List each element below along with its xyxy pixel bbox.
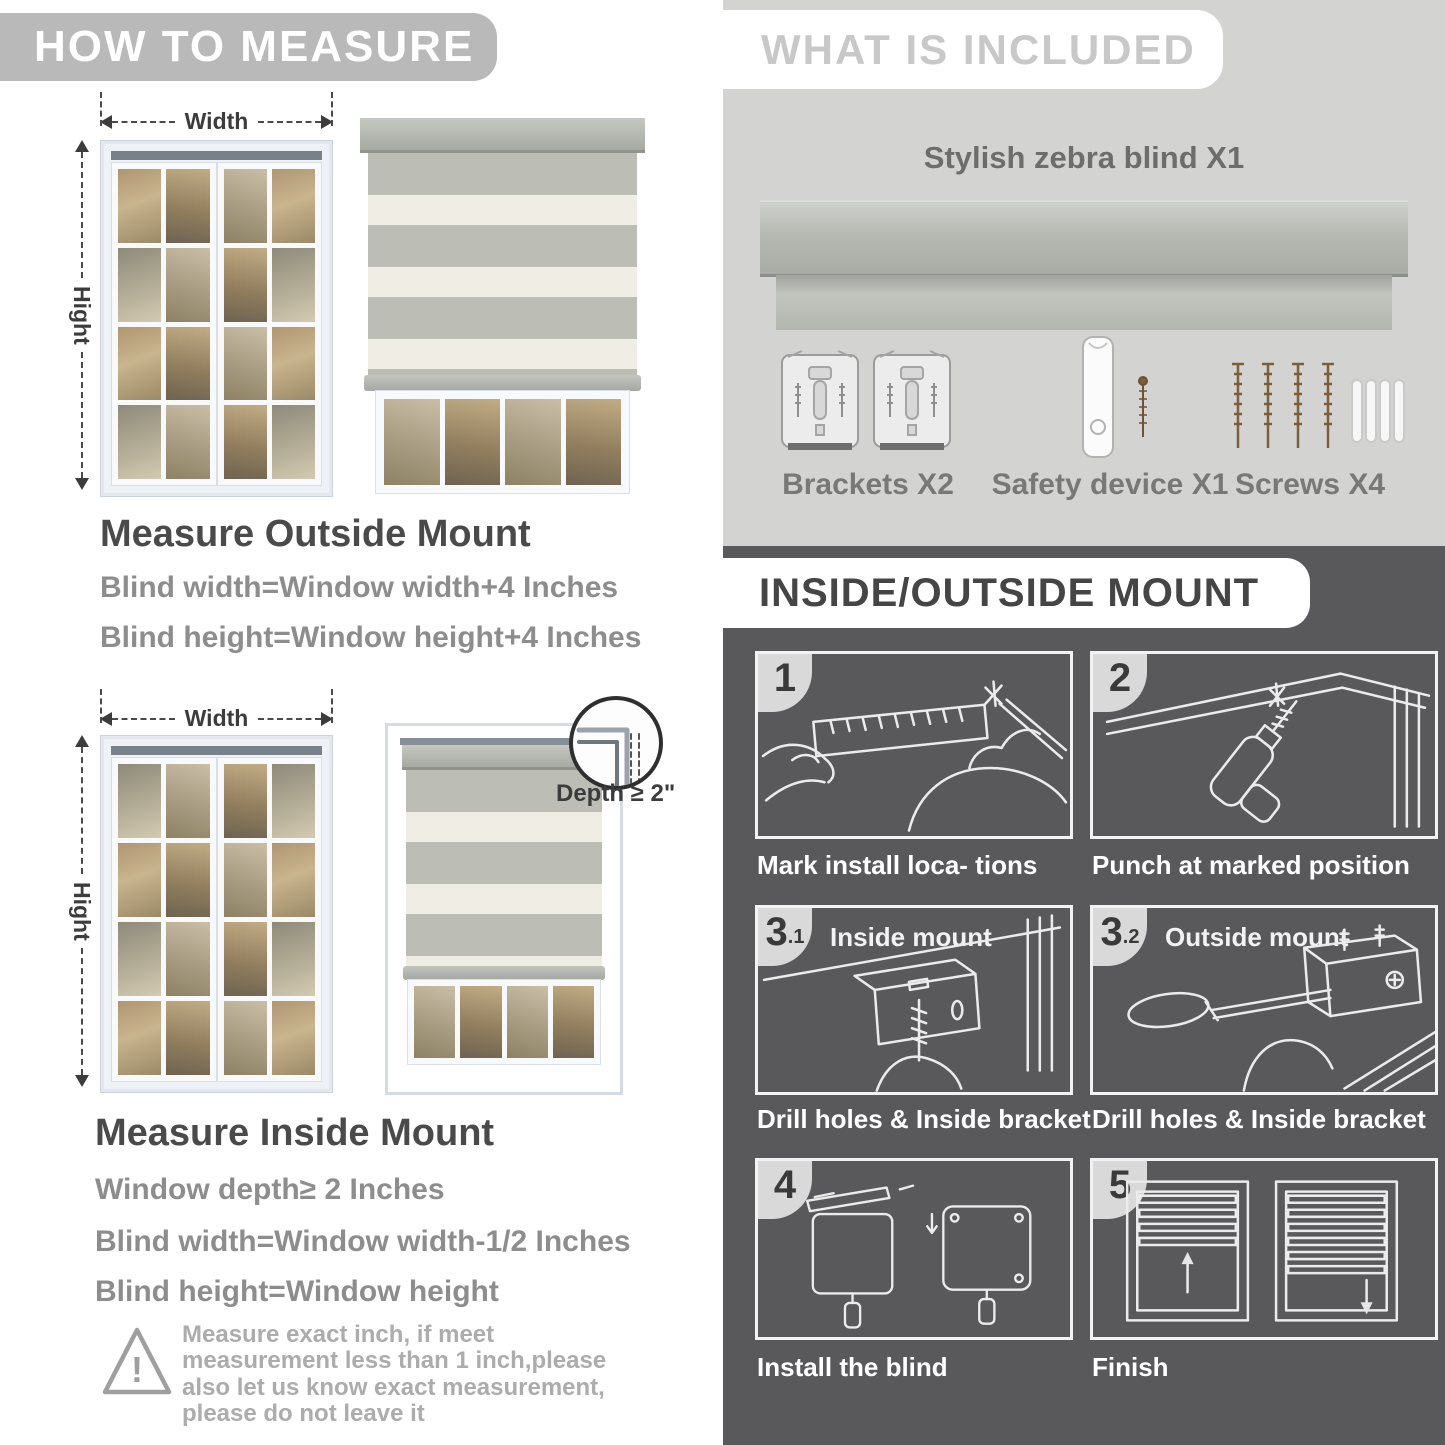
window-pane — [272, 169, 315, 243]
window-peek — [376, 391, 629, 493]
drill-illustration — [1093, 654, 1435, 836]
window-pane — [566, 399, 622, 485]
window-pane — [118, 169, 161, 243]
window-doors — [111, 757, 322, 1082]
window-pane — [272, 843, 315, 917]
step-caption-3-2: Drill holes & Inside bracket — [1092, 1104, 1426, 1134]
step-caption-3-1: Drill holes & Inside bracket — [757, 1104, 1091, 1134]
window-pane — [505, 399, 561, 485]
inside-mount-rule-width: Blind width=Window width-1/2 Inches — [95, 1225, 631, 1258]
arrow-down-icon — [75, 1075, 89, 1087]
step-badge: 3 .1 — [758, 908, 812, 966]
outside-bracket-illustration — [1093, 908, 1435, 1092]
dimension-tick — [331, 689, 333, 723]
outside-mount-rule-height: Blind height=Window height+4 Inches — [100, 621, 642, 654]
zebra-blind-outside-mount — [360, 118, 645, 490]
what-is-included-header: WHAT IS INCLUDED — [723, 10, 1223, 89]
step-badge: 2 — [1093, 654, 1147, 712]
measurement-warning-text: Measure exact inch, if meet measurement less than 1 inch,please also let us know exact measurement, please do not leave it — [182, 1321, 607, 1428]
depth-magnifier-icon — [569, 696, 663, 790]
window-pane — [445, 399, 501, 485]
svg-text:!: ! — [131, 1349, 143, 1390]
width-dimension-outside — [100, 108, 333, 135]
window-pane — [272, 922, 315, 996]
step-panel-5 — [1090, 1158, 1438, 1340]
window-pane — [166, 922, 209, 996]
height-label: Hight — [69, 285, 95, 345]
window-door-right — [218, 758, 322, 1081]
step-caption-4: Install the blind — [757, 1352, 948, 1382]
mark-location-illustration — [758, 654, 1070, 836]
window-photo-outside — [100, 140, 333, 497]
window-pane — [224, 922, 267, 996]
window-pane — [118, 327, 161, 401]
step-panel-3-1 — [755, 905, 1073, 1095]
step-badge: 1 — [758, 654, 812, 712]
screws-icon — [1218, 352, 1408, 462]
dimension-tick — [100, 689, 102, 723]
window-pane — [224, 169, 267, 243]
inside-bracket-illustration — [758, 908, 1070, 1092]
safety-device-label: Safety device X1 — [991, 468, 1229, 501]
step-panel-1 — [755, 651, 1073, 839]
window-doors — [111, 162, 322, 486]
window-pane — [272, 327, 315, 401]
window-pane — [414, 986, 455, 1058]
step-caption-2: Punch at marked position — [1092, 850, 1410, 880]
window-pane — [272, 405, 315, 479]
step-badge: 5 — [1093, 1161, 1147, 1219]
arrow-down-icon — [75, 478, 89, 490]
window-sash — [111, 151, 322, 160]
frame-corner-detail — [573, 700, 659, 786]
arrow-up-icon — [75, 735, 89, 747]
step-badge: 3 .2 — [1093, 908, 1147, 966]
window-photo-inside — [100, 735, 333, 1093]
product-label: Stylish zebra blind X1 — [923, 140, 1245, 175]
window-sash — [111, 746, 322, 755]
step-panel-4 — [755, 1158, 1073, 1340]
window-peek — [408, 980, 600, 1064]
height-dimension-outside — [68, 140, 95, 490]
install-blind-illustration — [758, 1161, 1070, 1337]
window-pane — [507, 986, 548, 1058]
window-pane — [118, 922, 161, 996]
depth-label: Depth ≥ 2" — [556, 780, 676, 807]
brackets-label: Brackets X2 — [782, 468, 954, 501]
window-pane — [166, 764, 209, 838]
window-pane — [224, 327, 267, 401]
inside-outside-mount-header: INSIDE/OUTSIDE MOUNT — [723, 558, 1310, 628]
step-caption-5: Finish — [1092, 1352, 1169, 1382]
width-label: Width — [184, 108, 249, 134]
height-dimension-inside — [68, 735, 95, 1087]
window-door-left — [112, 163, 216, 485]
blind-headrail-product — [760, 200, 1408, 277]
window-pane — [118, 764, 161, 838]
how-to-measure-header: HOW TO MEASURE — [0, 13, 497, 81]
blind-bottom-rail — [403, 966, 605, 980]
outside-mount-title: Measure Outside Mount — [100, 513, 531, 555]
window-door-left — [112, 758, 216, 1081]
window-pane — [384, 399, 440, 485]
outside-mount-rule-width: Blind width=Window width+4 Inches — [100, 571, 619, 604]
window-pane — [224, 843, 267, 917]
window-pane — [166, 327, 209, 401]
inside-mount-rule-depth: Window depth≥ 2 Inches — [95, 1173, 445, 1206]
blind-headrail — [360, 118, 645, 153]
blind-roll-product — [776, 275, 1392, 330]
window-pane — [118, 248, 161, 322]
step-title: Inside mount — [830, 922, 992, 952]
window-pane — [224, 1001, 267, 1075]
dimension-tick — [331, 92, 333, 126]
dimension-tick — [100, 92, 102, 126]
warning-triangle-icon — [100, 1322, 174, 1400]
window-pane — [460, 986, 501, 1058]
window-pane — [272, 764, 315, 838]
inside-mount-rule-height: Blind height=Window height — [95, 1275, 499, 1308]
step-caption-1: Mark install loca- tions — [757, 850, 1038, 880]
brackets-icon — [778, 345, 963, 460]
safety-device-icon — [1055, 333, 1175, 463]
window-door-right — [218, 163, 322, 485]
step-panel-2 — [1090, 651, 1438, 839]
window-pane — [118, 843, 161, 917]
window-pane — [224, 405, 267, 479]
window-pane — [166, 405, 209, 479]
width-label: Width — [184, 705, 249, 731]
inside-mount-title: Measure Inside Mount — [95, 1112, 495, 1154]
blind-bottom-rail — [364, 375, 641, 391]
blind-fabric — [368, 153, 637, 375]
finish-illustration — [1093, 1161, 1435, 1337]
window-pane — [166, 169, 209, 243]
window-pane — [224, 764, 267, 838]
step-panel-3-2 — [1090, 905, 1438, 1095]
window-pane — [224, 248, 267, 322]
window-pane — [272, 1001, 315, 1075]
window-pane — [166, 248, 209, 322]
window-pane — [118, 1001, 161, 1075]
arrow-up-icon — [75, 140, 89, 152]
step-title: Outside mount — [1165, 922, 1349, 952]
window-pane — [553, 986, 594, 1058]
height-label: Hight — [69, 881, 95, 941]
width-dimension-inside — [100, 705, 333, 732]
window-pane — [272, 248, 315, 322]
window-pane — [166, 843, 209, 917]
screws-label: Screws X4 — [1234, 468, 1386, 501]
window-pane — [166, 1001, 209, 1075]
step-badge: 4 — [758, 1161, 812, 1219]
window-pane — [118, 405, 161, 479]
